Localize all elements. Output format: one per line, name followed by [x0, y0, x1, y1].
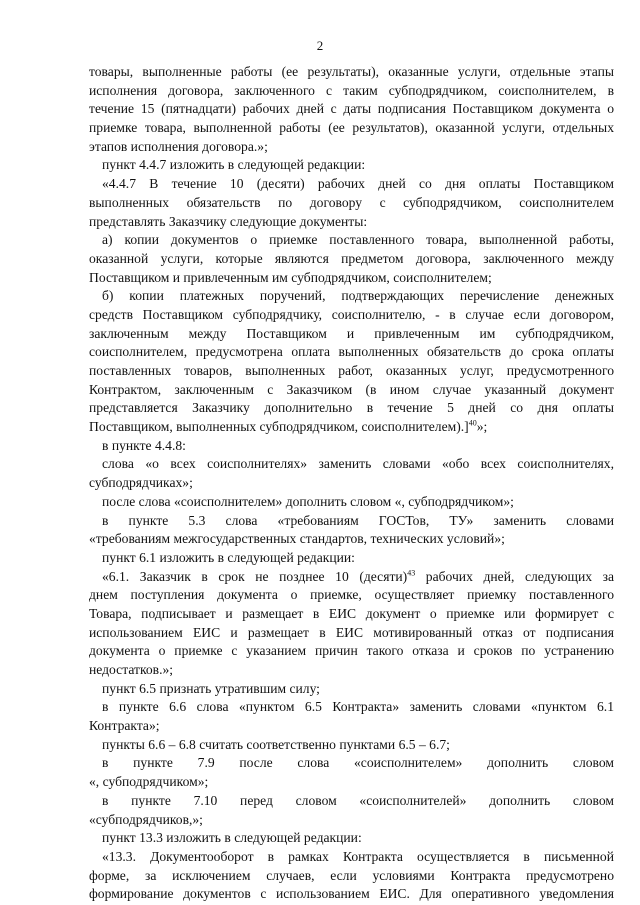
text-line-content: Контракта»; [89, 718, 160, 734]
text-line-content: поставленных товаров, выполненных работ, оказанных услуг, предусмотренного [89, 363, 614, 378]
footnote-ref: 40 [468, 418, 477, 428]
text-line-content: этапов исполнения договора.»; [89, 138, 268, 154]
text-line-content: субподрядчиках»; [89, 475, 193, 491]
text-line-content: «требованиям межгосударственных стандартов, технических условий»; [89, 531, 505, 547]
text-line [89, 624, 614, 643]
text-line-content: в пункте 7.10 перед словом «соисполнителей» дополнить словом [102, 792, 614, 808]
text-line-content: слова «о всех соисполнителях» заменить словами «обо всех соисполнителях, [102, 456, 614, 472]
text-line-content: представлять Заказчику следующие документы: [89, 213, 368, 229]
text-line-content: использованием ЕИС и размещает в ЕИС мотивированный отказ от подписания [89, 624, 614, 640]
page-number: 2 [316, 38, 324, 53]
text-line-content: пункт 6.5 признать утратившим силу; [102, 680, 320, 696]
text-line [89, 213, 614, 232]
text-line-content: б) копии платежных поручений, подтверждающих перечисление денежных [102, 288, 614, 304]
text-line [89, 287, 614, 306]
text-line-content: в пункте 7.9 после слова «соисполнителем» дополнить словом [102, 755, 614, 771]
text-line [89, 605, 614, 624]
text-line [89, 885, 614, 904]
text-line [89, 63, 614, 82]
text-line [89, 530, 614, 549]
text-line [89, 100, 614, 119]
text-line-content: выполненных обязательств по договору с субподрядчиком, соисполнителем [89, 194, 614, 210]
text-line [89, 736, 614, 755]
text-line [89, 455, 614, 474]
text-line-content: «4.4.7 В течение 10 (десяти) рабочих дней со дня оплаты Поставщиком [102, 176, 614, 192]
text-line-content: Поставщиком и привлеченным им субподрядчиком, соисполнителем; [89, 269, 492, 285]
text-line [89, 269, 614, 288]
text-line-content: пункт 6.1 изложить в следующей редакции: [102, 549, 355, 565]
text-line [89, 698, 614, 717]
text-line-content: в пункте 5.3 слова «требованиям ГОСТов, ТУ» заменить словами [102, 512, 614, 528]
text-line-content: исполнения договора, заключенного с таким субподрядчиком, соисполнителем, в [89, 82, 614, 98]
text-line [89, 231, 614, 250]
text-line-content: недостатков.»; [89, 662, 174, 677]
text-line [89, 381, 614, 400]
text-line-content: представляется Заказчику дополнительно в течение 5 дней со дня оплаты [89, 400, 614, 416]
text-line [89, 867, 614, 886]
text-line [89, 306, 614, 325]
text-line-content: «субподрядчиков,»; [89, 811, 203, 827]
text-line-content: Товара, подписывает и размещает в ЕИС документ о приемке или формирует с [89, 605, 614, 621]
text-line [89, 642, 614, 661]
text-line [89, 549, 614, 568]
text-line-content: «13.3. Документооборот в рамках Контракта осуществляется в письменной [102, 848, 614, 864]
text-line-content: в пункте 4.4.8: [102, 437, 186, 453]
text-line [89, 773, 614, 792]
text-line-content: оказанной услуги, которые являются предметом договора, заключенного между [89, 250, 614, 266]
text-line [89, 568, 614, 587]
text-line [89, 156, 614, 175]
document-body [89, 63, 614, 904]
text-line [89, 399, 614, 418]
text-line [89, 418, 614, 437]
text-line [89, 493, 614, 512]
text-line-content: днем поступления документа о приемке, осуществляет приемку поставленного [89, 587, 614, 603]
text-line-tail: рабочих дней, следующих за [415, 568, 615, 584]
text-line-content: товары, выполненные работы (ее результаты), оказанные услуги, отдельные этапы [89, 64, 614, 79]
text-line [89, 82, 614, 101]
text-line-content: «6.1. Заказчик в срок не позднее 10 (десяти) [102, 568, 408, 584]
text-line-content: формирование документов с использованием ЕИС. Для оперативного уведомления [89, 886, 614, 902]
text-line [89, 586, 614, 605]
text-line [89, 474, 614, 493]
text-line-content: приемке товара, выполненной работы (ее результатов), оказанной услуги, отдельных [89, 120, 614, 136]
text-line [89, 325, 614, 344]
text-line-content: в пункте 6.6 слова «пунктом 6.5 Контракта» заменить словами «пунктом 6.1 [102, 699, 614, 715]
text-line-tail: »; [476, 419, 488, 435]
text-line-content: пункт 13.3 изложить в следующей редакции: [102, 830, 362, 846]
text-line-content: форме, за исключением случаев, если условиями Контракта предусмотрено [89, 867, 614, 883]
text-line-content: документа о приемке с указанием причин такого отказа и сроков по устранению [89, 643, 614, 659]
text-line [89, 437, 614, 456]
text-line [89, 848, 614, 867]
text-line [89, 175, 614, 194]
text-line-content: пункт 4.4.7 изложить в следующей редакции: [102, 157, 366, 173]
text-line [89, 829, 614, 848]
text-line-content: а) копии документов о приемке поставленного товара, выполненной работы, [102, 232, 614, 248]
text-line [89, 792, 614, 811]
text-line [89, 661, 614, 680]
text-line-content: соисполнителем, предусмотрена оплата выполненных обязательств до срока оплаты [89, 344, 614, 360]
text-line [89, 194, 614, 213]
text-line [89, 343, 614, 362]
text-line [89, 754, 614, 773]
text-line [89, 362, 614, 381]
text-line [89, 119, 614, 138]
text-line [89, 138, 614, 157]
text-line [89, 680, 614, 699]
text-line-content: заключенным между Поставщиком и привлеченным им субподрядчиком, [89, 325, 614, 341]
footnote-ref: 43 [407, 568, 416, 578]
text-line-content: «, субподрядчиком»; [89, 774, 209, 790]
text-line [89, 512, 614, 531]
text-line [89, 717, 614, 736]
text-line [89, 250, 614, 269]
text-line-content: пункты 6.6 – 6.8 считать соответственно пунктами 6.5 – 6.7; [102, 736, 450, 752]
text-line-content: средств Поставщиком субподрядчику, соисполнителю, - в случае если договором, [89, 306, 614, 322]
text-line-content: Контрактом, заключенным с Заказчиком (в ином случае указанный документ [89, 381, 614, 397]
text-line [89, 811, 614, 830]
text-line-content: течение 15 (пятнадцати) рабочих дней с даты подписания Поставщиком документа о [89, 101, 614, 117]
text-line-content: после слова «соисполнителем» дополнить словом «, субподрядчиком»; [102, 493, 514, 509]
text-line-content: Поставщиком, выполненных субподрядчиком, соисполнителем).] [89, 419, 469, 435]
